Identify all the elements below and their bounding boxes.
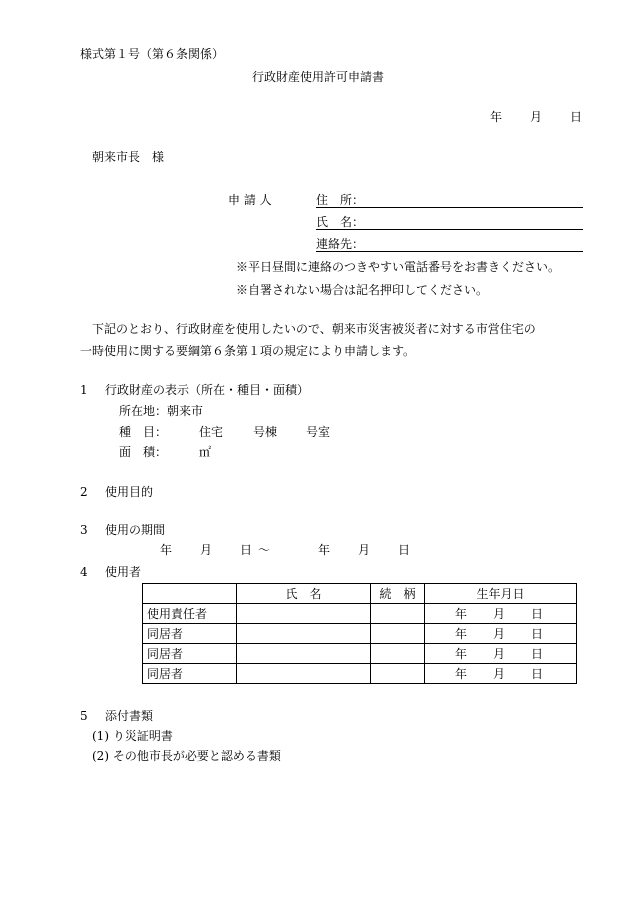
row-label: 使用責任者 — [143, 604, 237, 624]
birth-month: 月 — [493, 606, 506, 621]
name-cell[interactable] — [237, 644, 371, 664]
row-label: 同居者 — [143, 644, 237, 664]
birth-year: 年 — [455, 606, 468, 621]
section-4-heading: 使用者 — [105, 565, 142, 579]
birth-year: 年 — [455, 626, 468, 641]
table-header-birthdate: 生年月日 — [425, 584, 577, 604]
name-field[interactable] — [316, 229, 583, 230]
relation-cell[interactable] — [371, 644, 425, 664]
birth-month: 月 — [493, 646, 506, 661]
address-label: 住 所： — [316, 193, 365, 207]
table-header-cell — [143, 584, 237, 604]
section-2-number: 2 — [80, 485, 88, 499]
users-table — [142, 583, 577, 684]
attachment-item-1: (1) り災証明書 — [92, 729, 173, 743]
birth-day: 日 — [531, 626, 544, 641]
date-month: 月 — [530, 110, 543, 124]
name-label: 氏 名： — [316, 215, 365, 229]
property-building: 号棟 — [253, 425, 278, 439]
table-row — [143, 604, 577, 624]
form-number: 様式第１号（第６条関係） — [80, 47, 225, 61]
birthdate-cell[interactable] — [425, 644, 577, 664]
table-row — [143, 644, 577, 664]
note-phone: ※平日昼間に連絡のつきやすい電話番号をお書きください。 — [236, 260, 561, 274]
relation-cell[interactable] — [371, 664, 425, 684]
property-type-housing: 住宅 — [199, 425, 224, 439]
start-year: 年 — [160, 543, 173, 557]
birthdate-cell[interactable] — [425, 664, 577, 684]
intro-line-2: 一時使用に関する要綱第６条第１項の規定により申請します。 — [80, 344, 416, 358]
section-1-number: 1 — [80, 383, 88, 397]
table-header-name: 氏 名 — [237, 584, 371, 604]
period-start-date — [160, 544, 270, 556]
start-day: 日 — [240, 543, 253, 557]
row-label: 同居者 — [143, 624, 237, 644]
name-cell[interactable] — [237, 604, 371, 624]
table-header-relation: 続 柄 — [371, 584, 425, 604]
period-tilde: ～ — [258, 543, 271, 557]
birthdate-cell[interactable] — [425, 624, 577, 644]
section-4-number: 4 — [80, 565, 88, 579]
property-area-unit: ㎡ — [199, 445, 212, 459]
end-month: 月 — [358, 543, 371, 557]
note-seal: ※自署されない場合は記名押印してください。 — [236, 283, 489, 297]
date-day: 日 — [570, 110, 583, 124]
addressee: 朝来市長 様 — [92, 150, 165, 164]
table-header-row — [143, 584, 577, 604]
property-area-label: 面 積： — [119, 445, 168, 459]
attachment-item-2: (2) その他市長が必要と認める書類 — [92, 749, 281, 763]
form-title: 行政財産使用許可申請書 — [252, 70, 385, 84]
section-5-number: 5 — [80, 709, 88, 723]
relation-cell[interactable] — [371, 624, 425, 644]
birth-year: 年 — [455, 666, 468, 681]
name-cell[interactable] — [237, 624, 371, 644]
end-year: 年 — [318, 543, 331, 557]
contact-label: 連絡先： — [316, 237, 365, 251]
period-end-date — [318, 544, 410, 556]
name-cell[interactable] — [237, 664, 371, 684]
property-location: 所在地：朝来市 — [119, 404, 204, 418]
intro-line-1: 下記のとおり、行政財産を使用したいので、朝来市災害被災者に対する市営住宅の — [92, 322, 536, 336]
property-room: 号室 — [306, 425, 331, 439]
birth-day: 日 — [531, 646, 544, 661]
relation-cell[interactable] — [371, 604, 425, 624]
section-5-heading: 添付書類 — [105, 709, 154, 723]
table-row — [143, 664, 577, 684]
birthdate-cell[interactable] — [425, 604, 577, 624]
contact-field[interactable] — [316, 251, 583, 252]
birth-month: 月 — [493, 666, 506, 681]
address-field[interactable] — [316, 207, 583, 208]
birth-month: 月 — [493, 626, 506, 641]
table-row — [143, 624, 577, 644]
end-day: 日 — [398, 543, 411, 557]
section-3-heading: 使用の期間 — [105, 523, 166, 537]
submission-date — [490, 111, 582, 123]
applicant-label: 申 請 人 — [228, 193, 272, 207]
birth-year: 年 — [455, 646, 468, 661]
birth-day: 日 — [531, 606, 544, 621]
start-month: 月 — [200, 543, 213, 557]
date-year: 年 — [490, 110, 503, 124]
section-1-heading: 行政財産の表示（所在・種目・面積） — [105, 383, 310, 397]
property-type-label: 種 目： — [119, 425, 168, 439]
birth-day: 日 — [531, 666, 544, 681]
section-3-number: 3 — [80, 523, 88, 537]
section-2-heading: 使用目的 — [105, 485, 154, 499]
row-label: 同居者 — [143, 664, 237, 684]
